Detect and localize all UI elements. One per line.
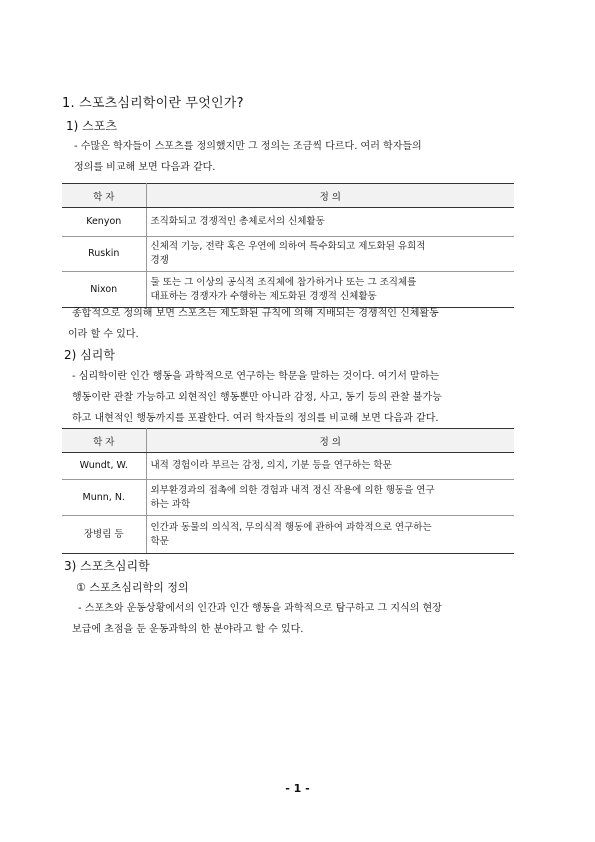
definition-text: 조직화되고 경쟁적인 총체로서의 신체활동 bbox=[150, 216, 325, 227]
section-title: 1. 스포츠심리학이란 무엇인가? bbox=[62, 96, 244, 111]
header-scholar: 학 자 bbox=[62, 429, 146, 453]
definition-cell bbox=[146, 237, 514, 272]
sport-summary-paragraph bbox=[68, 303, 514, 345]
header-definition: 정 의 bbox=[146, 429, 514, 453]
sport-definition-table bbox=[62, 183, 514, 308]
definition-text: 인간과 동물의 의식적, 무의식적 행동에 관하여 과학적으로 연구하는 bbox=[150, 521, 432, 533]
sport-summary-line: 종합적으로 정의해 보면 스포츠는 제도화된 규칙에 의해 지배되는 경쟁적인 신체활동 bbox=[72, 308, 439, 319]
subsection-heading-sport: 1) 스포츠 bbox=[66, 119, 117, 133]
page-number: - 1 - bbox=[285, 782, 310, 795]
definition-text: 외부환경과의 접촉에 의한 경험과 내적 정신 작용에 의한 행동을 연구 bbox=[150, 484, 435, 496]
definition-text: 신체적 기능, 전략 혹은 우연에 의하여 특수화되고 제도화된 유희적 bbox=[150, 241, 426, 252]
item-heading-definition: ① 스포츠심리학의 정의 bbox=[76, 581, 189, 594]
definition-cell bbox=[146, 480, 514, 516]
table-row bbox=[62, 480, 514, 516]
definition-cell bbox=[146, 516, 514, 554]
table-row bbox=[62, 453, 514, 480]
sport-summary-line: 이라 할 수 있다. bbox=[68, 329, 139, 340]
sport-psychology-paragraph bbox=[72, 598, 514, 640]
psychology-intro-line: 행동이란 관찰 가능하고 외현적인 행동뿐만 아니라 감정, 사고, 동기 등의 관찰 불가능 bbox=[72, 392, 442, 403]
header-scholar: 학 자 bbox=[62, 184, 146, 208]
definition-cell bbox=[146, 208, 514, 237]
psychology-intro-line: - 심리학이란 인간 행동을 과학적으로 연구하는 학문을 말하는 것이다. 여기서 말하는 bbox=[72, 371, 440, 382]
psychology-definition-table bbox=[62, 428, 514, 554]
definition-text: 둘 또는 그 이상의 공식적 조직체에 참가하거나 또는 그 조직체를 bbox=[150, 276, 417, 288]
psychology-intro-line: 하고 내현적인 행동까지를 포괄한다. 여러 학자들의 정의를 비교해 보면 다음과 같다. bbox=[72, 413, 439, 424]
definition-text: 경쟁 bbox=[150, 255, 169, 266]
table-row bbox=[62, 237, 514, 272]
scholar-name: 장병림 등 bbox=[62, 516, 146, 554]
definition-text: 하는 과학 bbox=[150, 498, 191, 510]
scholar-name: Wundt, W. bbox=[62, 453, 146, 480]
scholar-name: Kenyon bbox=[62, 208, 146, 237]
table-header-row bbox=[62, 184, 514, 208]
psychology-intro-paragraph bbox=[72, 366, 514, 429]
subsection-heading-sport-psychology: 3) 스포츠심리학 bbox=[64, 559, 150, 573]
sport-intro-line: - 수많은 학자들이 스포츠를 정의했지만 그 정의는 조금씩 다르다. 여러 학자들의 bbox=[74, 141, 422, 152]
sport-intro-paragraph bbox=[74, 136, 514, 178]
table-header-row bbox=[62, 429, 514, 453]
scholar-name: Nixon bbox=[62, 272, 146, 308]
sport-intro-line: 정의를 비교해 보면 다음과 같다. bbox=[74, 162, 216, 173]
subsection-heading-psychology: 2) 심리학 bbox=[64, 348, 115, 362]
definition-cell bbox=[146, 453, 514, 480]
sport-psychology-line: 보급에 초점을 둔 운동과학의 한 분야라고 할 수 있다. bbox=[72, 624, 304, 635]
header-definition: 정 의 bbox=[146, 184, 514, 208]
definition-text: 내적 경험이라 부르는 감정, 의지, 기분 등을 연구하는 학문 bbox=[150, 460, 392, 471]
scholar-name: Munn, N. bbox=[62, 480, 146, 516]
table-row bbox=[62, 516, 514, 554]
definition-text: 대표하는 경쟁자가 수행하는 제도화된 경쟁적 신체활동 bbox=[150, 290, 377, 302]
table-row bbox=[62, 208, 514, 237]
definition-text: 학문 bbox=[150, 535, 169, 547]
scholar-name: Ruskin bbox=[62, 237, 146, 272]
sport-psychology-line: - 스포츠와 운동상황에서의 인간과 인간 행동을 과학적으로 탐구하고 그 지식의 현장 bbox=[78, 603, 442, 614]
